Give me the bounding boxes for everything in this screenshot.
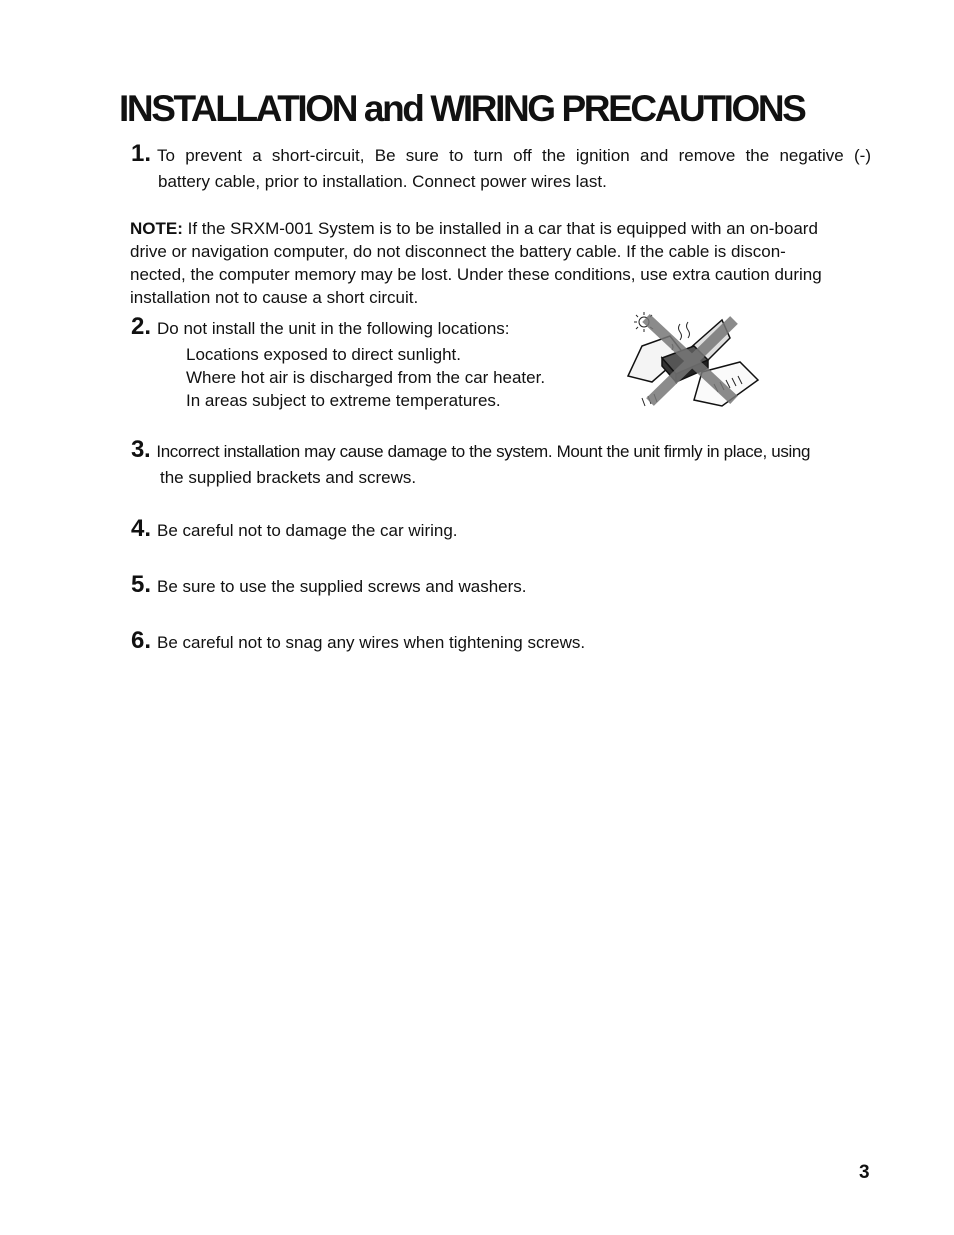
note-line-4: installation not to cause a short circuit.: [130, 288, 419, 307]
item-number: 4.: [131, 515, 152, 542]
item-number: 6.: [131, 627, 152, 654]
note-line-3: nected, the computer memory may be lost. Under these conditions, use extra caution during: [130, 265, 822, 284]
precaution-1-line-1: [131, 141, 871, 169]
precaution-item-2: [131, 314, 601, 342]
note-line-1: If the SRXM-001 System is to be installed in a car that is equipped with an on-board: [187, 219, 818, 238]
precaution-3-text: Incorrect installation may cause damage to the system. Mount the unit firmly in place, using: [156, 442, 811, 461]
location-list: [186, 343, 545, 412]
no-dashboard-sunlight-icon: [622, 310, 762, 412]
location-item: Where hot air is discharged from the car heater.: [186, 368, 546, 387]
precaution-item-6: [131, 628, 585, 656]
precaution-item-3: [131, 437, 876, 491]
item-number: 3.: [131, 436, 151, 463]
precaution-item-1: [131, 141, 871, 195]
note-line-2: drive or navigation computer, do not disconnect the battery cable. If the cable is discon-: [130, 242, 786, 261]
note-line: [130, 217, 870, 240]
item-number: 2.: [131, 313, 152, 340]
precaution-1-line-2: battery cable, prior to installation. Connect power wires last.: [158, 172, 607, 191]
precaution-1-text: To prevent a short-circuit, Be sure to turn off the ignition and remove the negative (-): [157, 146, 871, 165]
item-number: 5.: [131, 571, 152, 598]
item-number: 1.: [131, 140, 152, 167]
note-paragraph: [130, 217, 870, 309]
precaution-3-line-1: [131, 437, 876, 465]
precaution-6-text: Be careful not to snag any wires when tightening screws.: [157, 633, 586, 652]
precaution-item-4: [131, 516, 458, 544]
location-item: In areas subject to extreme temperatures.: [186, 391, 501, 410]
precaution-5-text: Be sure to use the supplied screws and washers.: [157, 577, 527, 596]
note-label: NOTE:: [130, 219, 183, 238]
page-number: 3: [859, 1162, 870, 1183]
precaution-2-text: Do not install the unit in the following locations:: [157, 319, 510, 338]
page-title: INSTALLATION and WIRING PRECAUTIONS: [119, 88, 805, 129]
precaution-3-line-2: the supplied brackets and screws.: [160, 468, 417, 487]
precaution-item-5: [131, 572, 527, 600]
precaution-4-text: Be careful not to damage the car wiring.: [157, 521, 458, 540]
location-item: Locations exposed to direct sunlight.: [186, 345, 462, 364]
